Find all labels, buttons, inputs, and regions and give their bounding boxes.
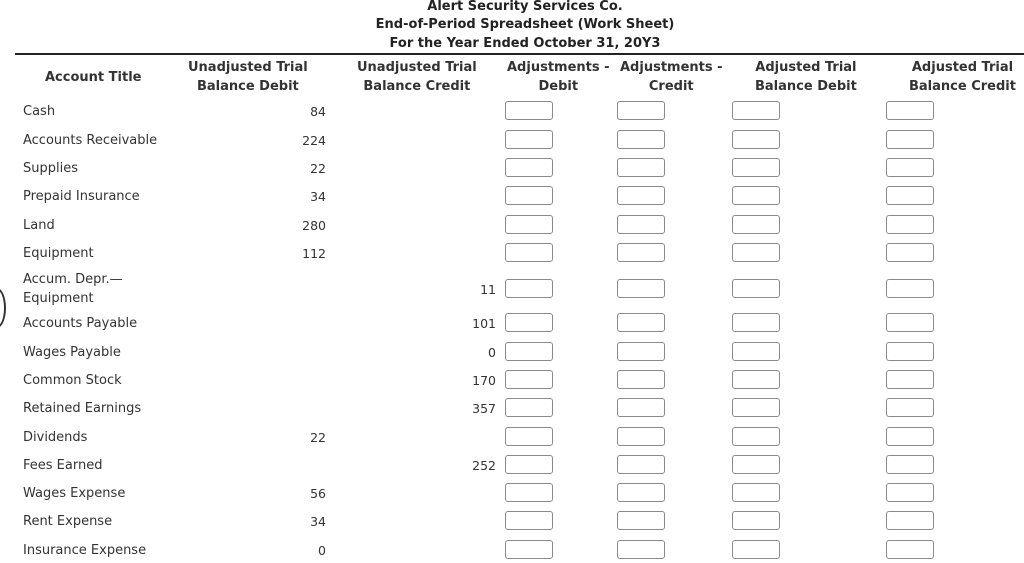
utb-credit-value: 0 bbox=[488, 345, 496, 360]
utb-credit-value: 252 bbox=[472, 458, 496, 473]
adjusted-tb-credit-input[interactable] bbox=[886, 511, 934, 530]
utb-credit-value: 170 bbox=[472, 373, 496, 388]
adjusted-tb-credit-input[interactable] bbox=[886, 427, 934, 446]
adjusted-tb-credit-input[interactable] bbox=[886, 483, 934, 502]
adjustments-credit-input[interactable] bbox=[617, 130, 665, 149]
utb-debit-value: 22 bbox=[310, 430, 326, 445]
adjustments-debit-input[interactable] bbox=[505, 398, 553, 417]
adjustments-debit-input[interactable] bbox=[505, 511, 553, 530]
adjustments-credit-input[interactable] bbox=[617, 398, 665, 417]
adjustments-credit-input[interactable] bbox=[617, 342, 665, 361]
utb-credit-value: 11 bbox=[480, 282, 496, 297]
utb-debit-value: 224 bbox=[302, 133, 326, 148]
statement-name: End-of-Period Spreadsheet (Work Sheet) bbox=[375, 17, 675, 32]
utb-debit-value: 56 bbox=[310, 486, 326, 501]
adjusted-tb-credit-input[interactable] bbox=[886, 398, 934, 417]
col-account-title: Account Title bbox=[45, 70, 142, 85]
utb-debit-value: 34 bbox=[310, 189, 326, 204]
adjusted-tb-debit-input[interactable] bbox=[732, 483, 780, 502]
adjustments-credit-input[interactable] bbox=[617, 279, 665, 298]
adjustments-debit-input[interactable] bbox=[505, 243, 553, 262]
col-utb-credit: Unadjusted Trial Balance Credit bbox=[357, 60, 477, 94]
adjustments-credit-input[interactable] bbox=[617, 511, 665, 530]
col-utb-debit: Unadjusted Trial Balance Debit bbox=[188, 60, 308, 94]
utb-credit-value: 101 bbox=[472, 316, 496, 331]
adjustments-debit-input[interactable] bbox=[505, 540, 553, 559]
account-title: Wages Payable bbox=[23, 345, 121, 360]
adjustments-debit-input[interactable] bbox=[505, 455, 553, 474]
utb-debit-value: 0 bbox=[318, 543, 326, 558]
utb-debit-value: 280 bbox=[302, 218, 326, 233]
adjusted-tb-credit-input[interactable] bbox=[886, 313, 934, 332]
adjustments-credit-input[interactable] bbox=[617, 313, 665, 332]
adjusted-tb-credit-input[interactable] bbox=[886, 215, 934, 234]
adjusted-tb-credit-input[interactable] bbox=[886, 455, 934, 474]
adjusted-tb-debit-input[interactable] bbox=[732, 215, 780, 234]
adjustments-credit-input[interactable] bbox=[617, 540, 665, 559]
adjustments-debit-input[interactable] bbox=[505, 101, 553, 120]
col-atb-credit: Adjusted Trial Balance Credit bbox=[909, 60, 1016, 94]
adjusted-tb-credit-input[interactable] bbox=[886, 540, 934, 559]
adjustments-debit-input[interactable] bbox=[505, 427, 553, 446]
account-title: Fees Earned bbox=[23, 458, 103, 473]
utb-debit-value: 112 bbox=[302, 246, 326, 261]
adjustments-credit-input[interactable] bbox=[617, 455, 665, 474]
adjustments-credit-input[interactable] bbox=[617, 158, 665, 177]
adjustments-credit-input[interactable] bbox=[617, 483, 665, 502]
account-title: Prepaid Insurance bbox=[23, 189, 140, 204]
account-title: Cash bbox=[23, 104, 56, 119]
adjusted-tb-debit-input[interactable] bbox=[732, 101, 780, 120]
utb-debit-value: 22 bbox=[310, 161, 326, 176]
col-adj-credit: Adjustments - Credit bbox=[620, 60, 723, 94]
account-title: Supplies bbox=[23, 161, 78, 176]
statement-period: For the Year Ended October 31, 20Y3 bbox=[389, 36, 661, 51]
account-title: Land bbox=[23, 218, 55, 233]
account-title: Accum. Depr.— Equipment bbox=[23, 272, 123, 306]
adjusted-tb-credit-input[interactable] bbox=[886, 279, 934, 298]
adjusted-tb-credit-input[interactable] bbox=[886, 130, 934, 149]
adjusted-tb-debit-input[interactable] bbox=[732, 540, 780, 559]
account-title: Rent Expense bbox=[23, 514, 113, 529]
utb-debit-value: 84 bbox=[310, 104, 326, 119]
adjustments-credit-input[interactable] bbox=[617, 215, 665, 234]
adjusted-tb-credit-input[interactable] bbox=[886, 370, 934, 389]
utb-credit-value: 357 bbox=[472, 401, 496, 416]
col-adj-debit: Adjustments - Debit bbox=[507, 60, 610, 94]
adjustments-debit-input[interactable] bbox=[505, 186, 553, 205]
adjustments-debit-input[interactable] bbox=[505, 342, 553, 361]
adjustments-debit-input[interactable] bbox=[505, 279, 553, 298]
adjustments-credit-input[interactable] bbox=[617, 186, 665, 205]
account-title: Wages Expense bbox=[23, 486, 126, 501]
adjustments-credit-input[interactable] bbox=[617, 101, 665, 120]
account-title: Insurance Expense bbox=[23, 543, 147, 558]
left-edge-arc bbox=[0, 288, 6, 328]
account-title: Common Stock bbox=[23, 373, 122, 388]
account-title: Dividends bbox=[23, 430, 88, 445]
account-title: Retained Earnings bbox=[23, 401, 142, 416]
adjustments-credit-input[interactable] bbox=[617, 427, 665, 446]
adjusted-tb-debit-input[interactable] bbox=[732, 511, 780, 530]
company-name: Alert Security Services Co. bbox=[427, 0, 623, 14]
adjusted-tb-credit-input[interactable] bbox=[886, 243, 934, 262]
adjusted-tb-credit-input[interactable] bbox=[886, 342, 934, 361]
adjustments-debit-input[interactable] bbox=[505, 313, 553, 332]
adjusted-tb-credit-input[interactable] bbox=[886, 101, 934, 120]
adjusted-tb-debit-input[interactable] bbox=[732, 370, 780, 389]
adjusted-tb-debit-input[interactable] bbox=[732, 455, 780, 474]
adjustments-debit-input[interactable] bbox=[505, 483, 553, 502]
adjusted-tb-debit-input[interactable] bbox=[732, 427, 780, 446]
account-title: Equipment bbox=[23, 246, 94, 261]
adjustments-debit-input[interactable] bbox=[505, 215, 553, 234]
adjusted-tb-debit-input[interactable] bbox=[732, 342, 780, 361]
adjustments-debit-input[interactable] bbox=[505, 158, 553, 177]
adjusted-tb-debit-input[interactable] bbox=[732, 186, 780, 205]
adjusted-tb-debit-input[interactable] bbox=[732, 279, 780, 298]
header-rule bbox=[15, 53, 1024, 55]
account-title: Accounts Receivable bbox=[23, 133, 158, 148]
adjusted-tb-debit-input[interactable] bbox=[732, 313, 780, 332]
adjusted-tb-debit-input[interactable] bbox=[732, 130, 780, 149]
adjustments-debit-input[interactable] bbox=[505, 370, 553, 389]
col-atb-debit: Adjusted Trial Balance Debit bbox=[755, 60, 857, 94]
account-title: Accounts Payable bbox=[23, 316, 138, 331]
adjusted-tb-debit-input[interactable] bbox=[732, 398, 780, 417]
adjustments-credit-input[interactable] bbox=[617, 243, 665, 262]
adjustments-debit-input[interactable] bbox=[505, 130, 553, 149]
adjustments-credit-input[interactable] bbox=[617, 370, 665, 389]
adjusted-tb-debit-input[interactable] bbox=[732, 158, 780, 177]
adjusted-tb-credit-input[interactable] bbox=[886, 158, 934, 177]
utb-debit-value: 34 bbox=[310, 514, 326, 529]
adjusted-tb-credit-input[interactable] bbox=[886, 186, 934, 205]
adjusted-tb-debit-input[interactable] bbox=[732, 243, 780, 262]
